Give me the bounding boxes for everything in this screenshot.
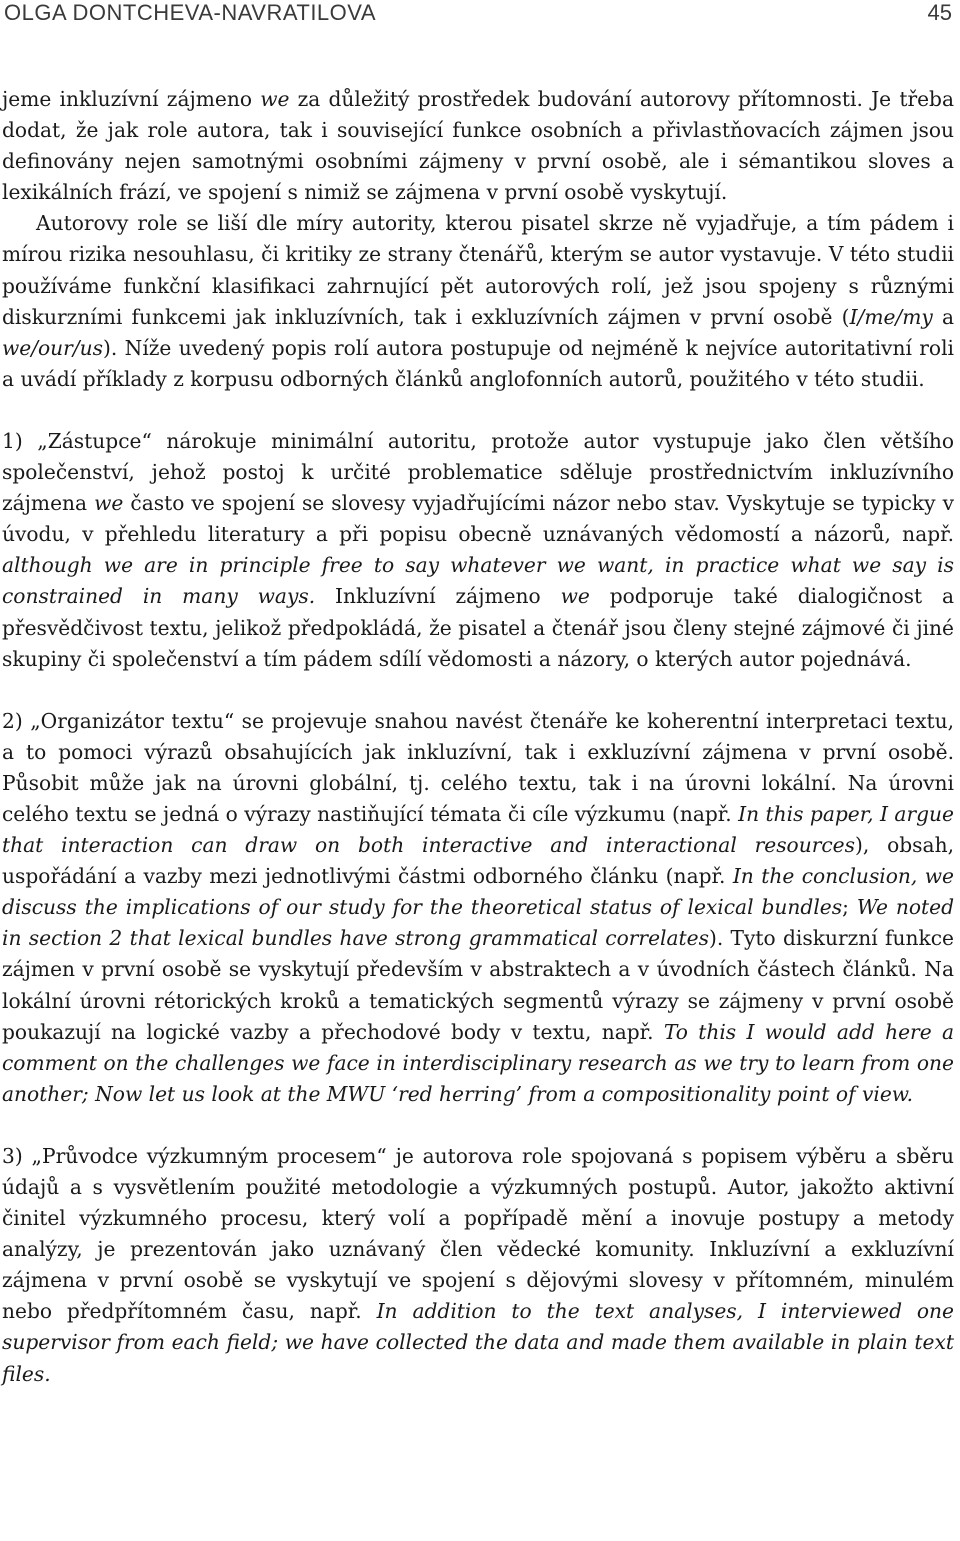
roles-pronouns-i: I/me/my (849, 304, 933, 329)
role2-text-4: ). Tyto diskurzní funkce zájmen v první osobě se vyskytují především v abstraktech a v úvodních částech článků. Na lokální úrovni rétorických kroků a tematických segmentů výrazy se zájmeny v první osobě poukazují na logické vazby a přechodové body v textu, např. (2, 926, 954, 1044)
role2-text-2: ), obsah, uspořádání a vazby mezi jednotlivými částmi odborného článku (např. (2, 833, 954, 889)
page-number: 45 (927, 0, 952, 25)
role1-we-2: we (560, 584, 590, 609)
role1-we-1: we (94, 491, 124, 516)
role3-text-1: 3) „Průvodce výzkumným procesem“ je autorova role spojovaná s popisem výběru a sběru údajů a s vysvětlením použité metodologie a výzkumných postupů. Autor, jakožto aktivní činitel výzkumného procesu, který volí a popřípadě mění a inovuje postupy a metody analýzy, je prezentován jako uznávaný člen vědecké komunity. Inkluzívní a exkluzívní zájmena v první osobě se vyskytují ve spojení s dějovými slovesy v přítomném, minulém nebo předpřítomném času, např. (2, 1143, 954, 1324)
role1-text-1: 1) „Zástupce“ nárokuje minimální autoritu, protože autor vystupuje jako člen většího společenství, jehož postoj k určité problematice sděluje prostřednictvím inkluzívního zájmena (2, 428, 954, 516)
role2-text-1: 2) „Organizátor textu“ se projevuje snahou navést čtenáře ke koherentní interpretaci textu, a to pomoci výrazů obsahujících jak inkluzívní, tak i exkluzívní zájmena v první osobě. Působit může jak na úrovni globální, tj. celého textu, tak i na úrovni lokální. Na úrovni celého textu se jedná o výrazy nastiňující témata či cíle výzkumu (např. (2, 708, 954, 826)
role2-text-3: ; (842, 895, 857, 920)
running-head-author: OLGA DONTCHEVA-NAVRATILOVA (4, 0, 376, 25)
role1-text-2: často ve spojení se slovesy vyjadřujícími názor nebo stav. Vyskytuje se typicky v úvodu, v přehledu literatury a při popisu obecně uznávaných vědomostí a názorů, např. (2, 491, 954, 547)
intro-text-2: za důležitý prostředek budování autorovy přítomnosti. Je třeba dodat, že jak role autora, tak i související funkce osobních a přivlastňovacích zájmen jsou definovány nejen samotnými osobními zájmeny v první osobě, ale i sémantikou sloves a lexikálních frází, ve spojení s nimiž se zájmena v první osobě vyskytují. (2, 87, 955, 205)
role1-text-4: podporuje také dialogičnost a přesvědčivost textu, jelikož předpokládá, že pisatel a čtenář jsou členy stejné zájmové či jiné skupiny či společenství a tím pádem sdílí vědomosti a názory, o kterých autor pojednává. (2, 584, 954, 671)
roles-text-1: Autorovy role se liší dle míry autority, kterou pisatel skrze ně vyjadřuje, a tím pádem i mírou rizika nesouhlasu, či kritiky ze strany čtenářů, kterým se autor vystavuje. V této studii používáme funkční klasifikaci zahrnující pět autorových rolí, jež jsou spojeny s různými diskurzními funkcemi jak inkluzívních, tak i exkluzívních zájmen v první osobě ( (2, 211, 954, 329)
paragraph-role-3 (2, 1141, 954, 1390)
roles-text-3: ). Níže uvedený popis rolí autora postupuje od nejméně k nejvíce autoritativní roli a uvádí příklady z korpusu odborných článků anglofonních autorů, použitého v této studii. (2, 335, 954, 391)
role1-text-3: Inkluzívní zájmeno (315, 584, 561, 609)
paragraph-role-2 (2, 706, 954, 1110)
running-head (0, 0, 960, 26)
roles-text-2: a (932, 304, 954, 329)
paragraph-role-1 (2, 426, 954, 675)
role2-example-2: In the conclusion, we discuss the implications of our study for the theoretical status of lexical bundles (2, 864, 954, 920)
role2-example-1: In this paper, I argue that interaction can draw on both interactive and interactional resources (2, 801, 954, 858)
role2-example-3: We noted in section 2 that lexical bundles have strong grammatical correlates (2, 895, 954, 951)
role3-example: In addition to the text analyses, I interviewed one supervisor from each field; we have collected the data and made them available in plain text files. (2, 1299, 955, 1386)
body-text (2, 84, 954, 1390)
intro-text-1: jeme inkluzívní zájmeno (2, 87, 261, 111)
roles-pronouns-we: we/our/us (2, 335, 103, 360)
paragraph-intro (2, 84, 954, 208)
paragraph-author-roles (2, 208, 954, 395)
intro-we: we (260, 87, 290, 111)
role1-example: although we are in principle free to say whatever we want, in practice what we say is constrained in many ways. (2, 553, 954, 609)
role2-example-4: To this I would add here a comment on the challenges we face in interdisciplinary research as we try to learn from one another; Now let us look at the MWU ‘red herring’ from a compositionality point of view. (2, 1019, 955, 1106)
